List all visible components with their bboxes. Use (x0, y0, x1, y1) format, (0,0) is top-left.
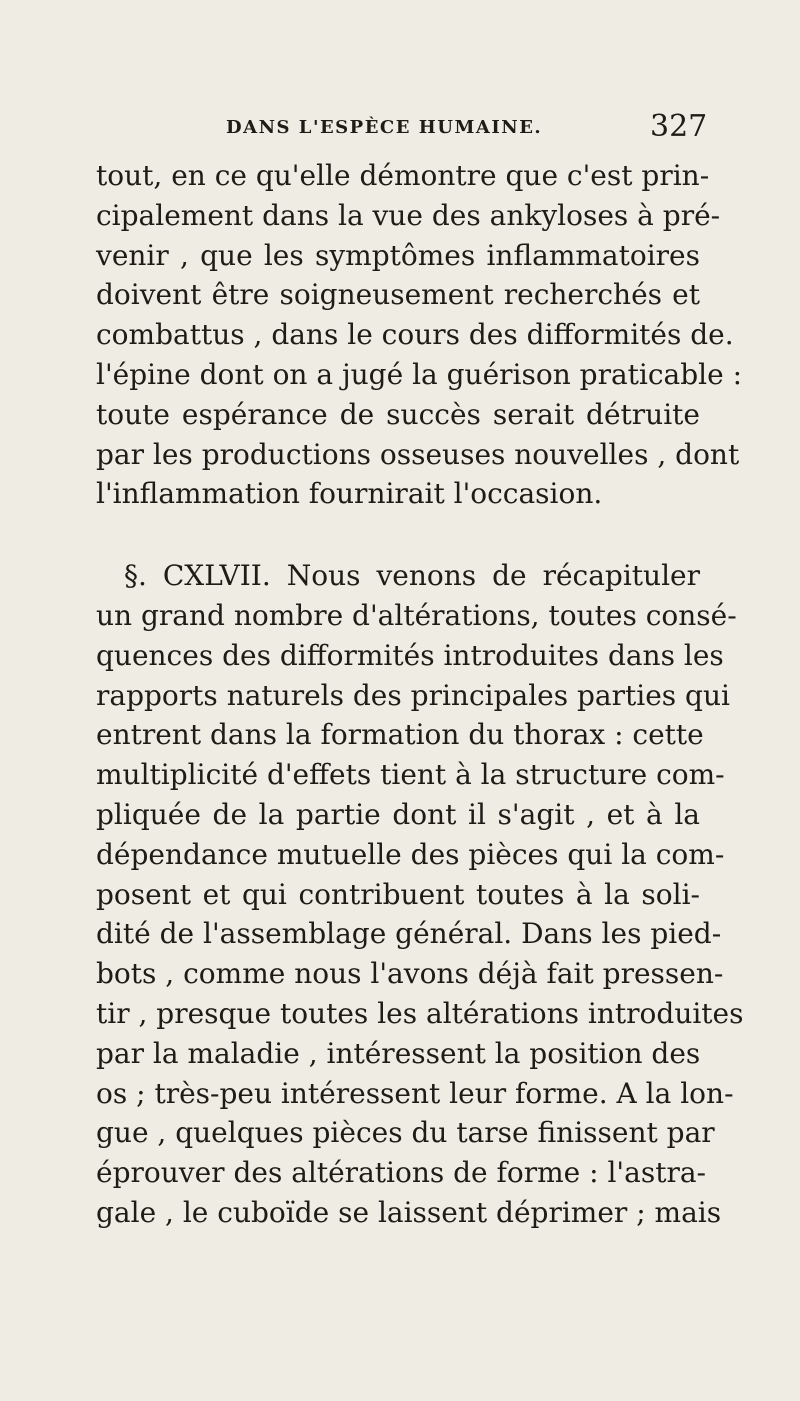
text-line: quences des difformités introduites dans les (96, 638, 724, 672)
text-line: multiplicité d'effets tient à la structure com- (96, 758, 725, 792)
text-line: posent et qui contribuent toutes à la soli- (96, 877, 700, 911)
text-line: combattus , dans le cours des difformités de. (96, 318, 734, 352)
section-paragraph (96, 556, 744, 1233)
text-line: dépendance mutuelle des pièces qui la com- (96, 837, 725, 871)
text-line: un grand nombre d'altérations, toutes consé- (96, 598, 737, 632)
text-line: rapports naturels des principales parties qui (96, 678, 730, 712)
text-line: gue , quelques pièces du tarse finissent par (96, 1116, 715, 1150)
text-line: bots , comme nous l'avons déjà fait pressen- (96, 957, 724, 991)
page-number: 327 (650, 109, 708, 144)
paragraph-continuation (96, 156, 743, 514)
paragraph-gap (96, 514, 700, 556)
text-line: pliquée de la partie dont il s'agit , et à la (96, 797, 700, 831)
text-line: venir , que les symptômes inflammatoires (96, 238, 700, 272)
text-line: doivent être soigneusement recherchés et (96, 278, 700, 312)
text-line: tir , presque toutes les altérations introduites (96, 996, 744, 1030)
running-title: DANS L'ESPÈCE HUMAINE. (226, 117, 543, 138)
text-line: l'inflammation fournirait l'occasion. (96, 477, 603, 511)
text-line: toute espérance de succès serait détruite (96, 397, 700, 431)
text-line: os ; très-peu intéressent leur forme. A la lon- (96, 1076, 734, 1110)
text-line: tout, en ce qu'elle démontre que c'est prin- (96, 159, 710, 192)
body-text (96, 156, 744, 1233)
text-line: éprouver des altérations de forme : l'astra- (96, 1156, 706, 1190)
text-line: par les productions osseuses nouvelles , dont (96, 437, 740, 471)
text-line: par la maladie , intéressent la position des (96, 1036, 701, 1070)
text-line: l'épine dont on a jugé la guérison praticable : (96, 357, 743, 391)
running-head (0, 109, 800, 155)
text-line: entrent dans la formation du thorax : cette (96, 718, 704, 752)
text-line: cipalement dans la vue des ankyloses à pré- (96, 198, 721, 232)
section-heading-line: §. CXLVII. Nous venons de récapituler (124, 559, 700, 593)
text-line: dité de l'assemblage général. Dans les pied- (96, 917, 722, 951)
text-line: gale , le cuboïde se laissent déprimer ; mais (96, 1195, 722, 1229)
